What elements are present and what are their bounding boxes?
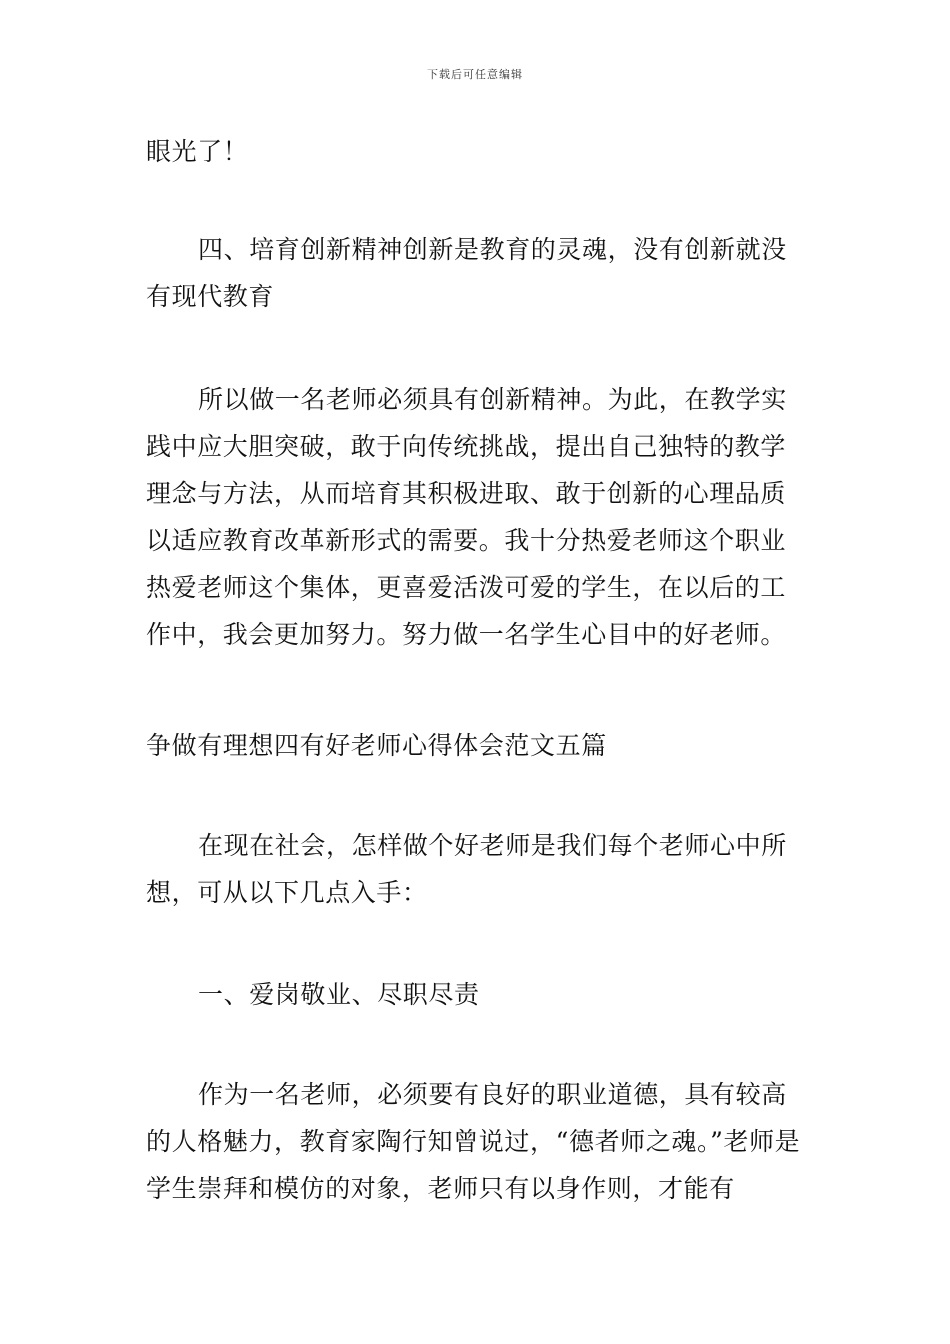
article-title: 争做有理想四有好老师心得体会范文五篇 [146, 731, 607, 760]
paragraph-innovation: 所以做一名老师必须具有创新精神。为此，在教学实践中应大胆突破，敢于向传统挑战，提出自己独特的教学理念与方法，从而培育其积极进取、敢于创新的心理品质以适应教育改革新形式的需要。我十分热爱老师这个职业热爱老师这个集体，更喜爱活泼可爱的学生，在以后的工作中，我会更加努力。努力做一名学生心目中的好老师。 [146, 385, 787, 649]
paragraph-ethics: 作为一名老师，必须要有良好的职业道德，具有较高的人格魅力，教育家陶行知曾说过，“德者师之魂。”老师是学生崇拜和模仿的对象，老师只有以身作则，才能有 [146, 1080, 801, 1203]
paragraph-continuation: 眼光了！ [146, 137, 249, 166]
header-note: 下载后可任意编辑 [427, 68, 523, 81]
paragraph-section-one: 一、爱岗敬业、尽职尽责 [198, 980, 480, 1009]
paragraph-section-four: 四、培育创新精神创新是教育的灵魂，没有创新就没有现代教育 [146, 235, 787, 311]
paragraph-intro: 在现在社会，怎样做个好老师是我们每个老师心中所想，可从以下几点入手： [146, 831, 787, 907]
